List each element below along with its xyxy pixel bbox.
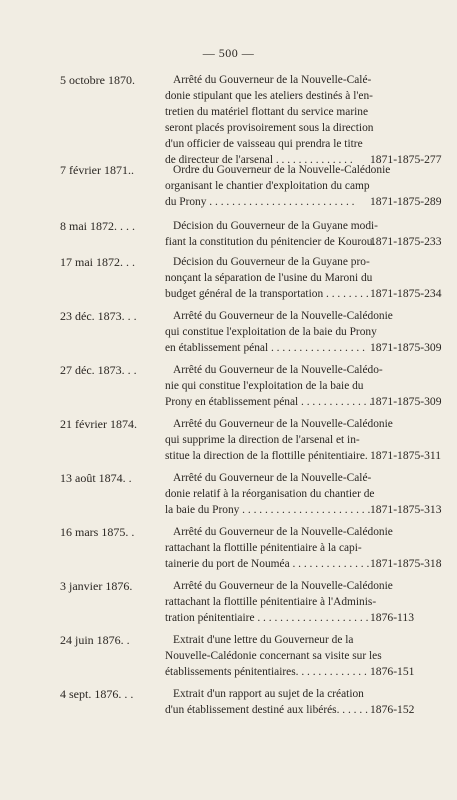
entry-line: nonçant la séparation de l'usine du Maroni du (165, 272, 373, 284)
entry-line: Prony en établissement pénal . . . . . . . . . . . . . (165, 396, 373, 408)
entry-reference: 1871-1875-277 (370, 153, 442, 166)
entry-date: 13 août 1874. . (60, 471, 132, 485)
entry-line: Arrêté du Gouverneur de la Nouvelle-Calédonie (173, 580, 393, 592)
page-number: — 500 — (202, 46, 255, 60)
entry-date: 5 octobre 1870. (60, 73, 135, 87)
entry-line: nie qui constitue l'exploitation de la baie du (165, 380, 364, 392)
entry-reference: 1871-1875-309 (370, 341, 442, 354)
entry-date: 7 février 1871.. (60, 163, 134, 177)
entry-line: en établissement pénal . . . . . . . . . . . . . . . . . (165, 342, 365, 354)
entry-line: rattachant la flottille pénitentiaire à la capi- (165, 542, 362, 554)
entry-reference: 1871-1875-289 (370, 195, 442, 208)
entry-line: Arrêté du Gouverneur de la Nouvelle-Calédo- (173, 364, 383, 376)
entry-line: budget général de la transportation . . . . . . . . (165, 288, 369, 300)
entry-date: 24 juin 1876. . (60, 633, 130, 647)
entry-line: donie stipulant que les ateliers destinés à l'en- (165, 90, 373, 102)
entry-reference: 1876-152 (370, 703, 415, 716)
entry-line: qui supprime la direction de l'arsenal et in- (165, 434, 360, 446)
entry-line: d'un officier de vaisseau qui prendra le titre (165, 138, 363, 150)
entry-date: 8 mai 1872. . . . (60, 219, 135, 233)
entry-line: Décision du Gouverneur de la Guyane modi- (173, 220, 378, 232)
entry-text (165, 254, 373, 302)
entry-text (165, 162, 391, 210)
entry-line: Arrêté du Gouverneur de la Nouvelle-Calé- (173, 74, 372, 86)
entry-reference: 1871-1875-233 (370, 235, 442, 248)
entry-line: Nouvelle-Calédonie concernant sa visite sur les (165, 650, 382, 662)
entry-line: Arrêté du Gouverneur de la Nouvelle-Calédonie (173, 526, 393, 538)
entry-line: rattachant la flottille pénitentiaire à l'Adminis- (165, 596, 377, 608)
entry-date: 4 sept. 1876. . . (60, 687, 134, 701)
entry-line: qui constitue l'exploitation de la baie du Prony (165, 326, 377, 338)
entry-line: Arrêté du Gouverneur de la Nouvelle-Calédonie (173, 310, 393, 322)
entry-line: du Prony . . . . . . . . . . . . . . . . . . . . . . . . . . (165, 196, 355, 208)
entry-line: Décision du Gouverneur de la Guyane pro- (173, 256, 370, 268)
entry-line: Arrêté du Gouverneur de la Nouvelle-Calédonie (173, 418, 393, 430)
entry-text (165, 686, 368, 718)
entry-line: établissements pénitentiaires. . . . . . . . . . . . . (165, 666, 367, 678)
entry-text (165, 218, 378, 250)
entry-reference: 1871-1875-311 (370, 449, 442, 462)
entry-line: d'un établissement destiné aux libérés. . . . . . (165, 704, 368, 716)
entry-text (165, 362, 383, 410)
entry-text (165, 524, 393, 572)
entry-text (165, 632, 382, 680)
entry-line: Arrêté du Gouverneur de la Nouvelle-Calé- (173, 472, 372, 484)
entry-line: Extrait d'un rapport au sujet de la création (173, 688, 364, 700)
entry-text (165, 470, 375, 518)
entry-text (165, 72, 374, 168)
entry-reference: 1871-1875-313 (370, 503, 442, 516)
entry-line: seront placés provisoirement sous la direction (165, 122, 374, 134)
entry-line: de directeur de l'arsenal . . . . . . . . . . . . . . (165, 154, 353, 166)
entry-line: Extrait d'une lettre du Gouverneur de la (173, 634, 354, 646)
entry-reference: 1871-1875-318 (370, 557, 442, 570)
entry-line: donie relatif à la réorganisation du chantier de (165, 488, 375, 500)
entry-date: 23 déc. 1873. . . (60, 309, 137, 323)
entry-line: tration pénitentiaire . . . . . . . . . . . . . . . . . . . . (165, 612, 369, 624)
entry-reference: 1876-113 (370, 611, 415, 624)
entry-reference: 1871-1875-309 (370, 395, 442, 408)
entry-line: stitue la direction de la flottille pénitentiaire. (165, 450, 368, 462)
entry-text (165, 308, 393, 356)
entry-line: tainerie du port de Nouméa . . . . . . . . . . . . . . (165, 558, 370, 570)
entry-reference: 1876-151 (370, 665, 415, 678)
entry-line: Ordre du Gouverneur de la Nouvelle-Calédonie (173, 164, 391, 176)
entry-line: organisant le chantier d'exploitation du camp (165, 180, 370, 192)
entry-line: fiant la constitution du pénitencier de Kourou. (165, 236, 376, 248)
entry-date: 16 mars 1875. . (60, 525, 135, 539)
entry-date: 3 janvier 1876. (60, 579, 133, 593)
entry-line: la baie du Prony . . . . . . . . . . . . . . . . . . . . . . . (165, 504, 371, 516)
entry-date: 27 déc. 1873. . . (60, 363, 137, 377)
entry-line: tretien du matériel flottant du service marine (165, 106, 369, 118)
entry-text (165, 416, 393, 464)
entry-date: 17 mai 1872. . . (60, 255, 135, 269)
entry-date: 21 février 1874. (60, 417, 137, 431)
entry-reference: 1871-1875-234 (370, 287, 442, 300)
